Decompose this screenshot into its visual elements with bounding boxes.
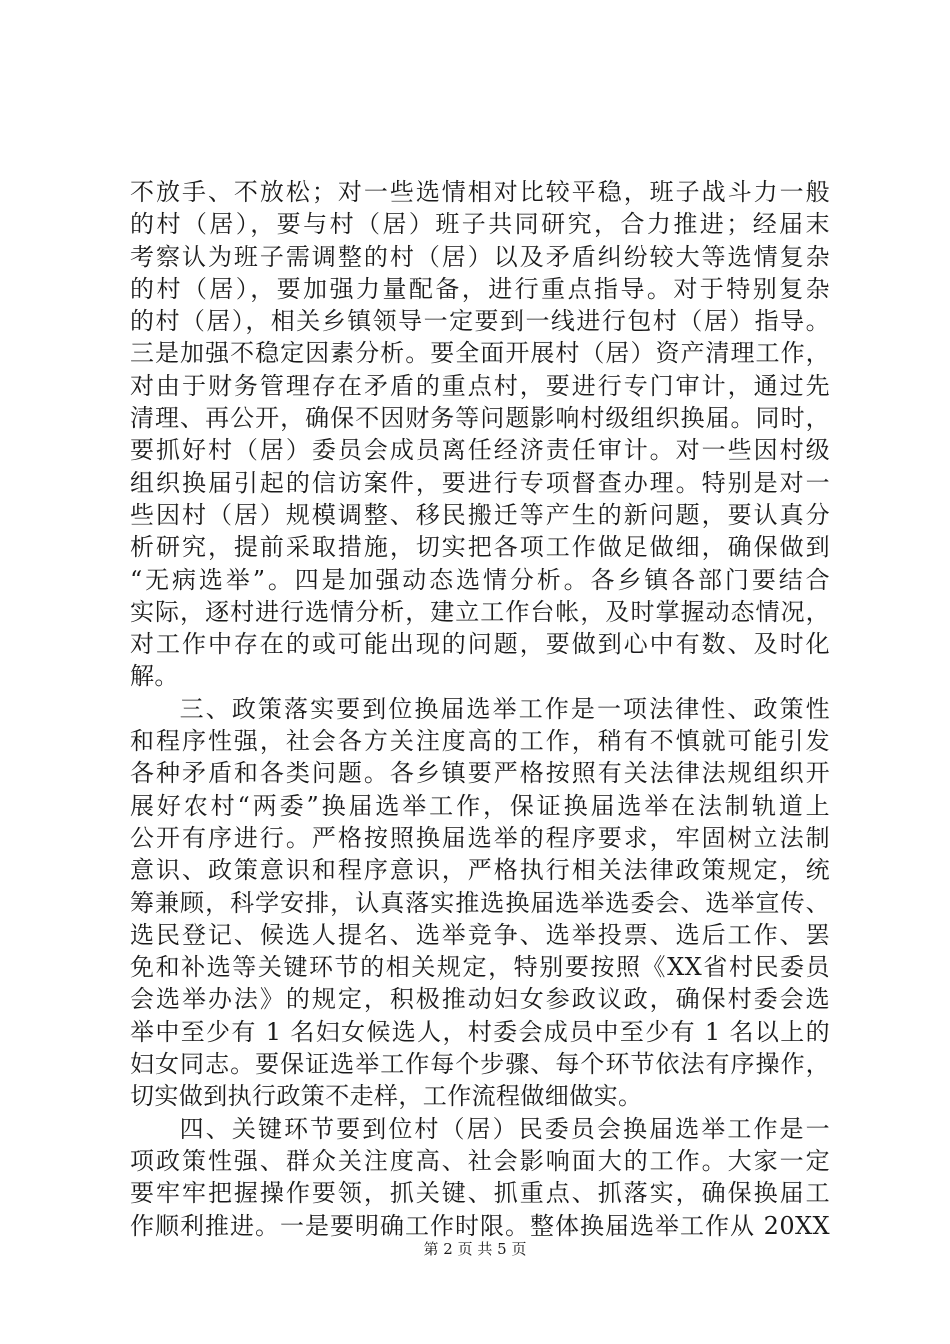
- text-line-content: 各种矛盾和各类问题。各乡镇要严格按照有关法律法规组织开: [130, 759, 830, 788]
- text-line-content: 三、政策落实要到位换届选举工作是一项法律性、政策性: [178, 694, 830, 723]
- text-line: [130, 757, 830, 789]
- text-line: [130, 1113, 830, 1145]
- text-line: [130, 1016, 830, 1048]
- text-line: [130, 887, 830, 919]
- page-footer: 第 2 页 共 5 页: [423, 1240, 527, 1258]
- text-line-content: 实际，逐村进行选情分析，建立工作台帐，及时掌握动态情况，: [130, 597, 830, 626]
- text-line: [130, 1210, 830, 1242]
- text-line: [130, 951, 830, 983]
- text-line-content: 筹兼顾，科学安排，认真落实推选换届选举选委会、选举宣传、: [130, 888, 830, 917]
- text-line: [130, 402, 830, 434]
- text-line: [130, 790, 830, 822]
- text-line-content: 的村（居），要加强力量配备，进行重点指导。对于特别复杂: [130, 274, 830, 303]
- text-line: [130, 434, 830, 466]
- text-line: [130, 208, 830, 240]
- text-line: [130, 1145, 830, 1177]
- text-line-content: 要牢牢把握操作要领，抓关键、抓重点、抓落实，确保换届工: [130, 1179, 830, 1208]
- text-line: [130, 854, 830, 886]
- text-line-content: 举中至少有 1 名妇女候选人，村委会成员中至少有 1 名以上的: [130, 1017, 830, 1046]
- text-line-content: 些因村（居）规模调整、移民搬迁等产生的新问题，要认真分: [130, 500, 830, 529]
- text-line-content: 要抓好村（居）委员会成员离任经济责任审计。对一些因村级: [130, 436, 830, 465]
- text-line-content: 意识、政策意识和程序意识，严格执行相关法律政策规定，统: [130, 856, 830, 885]
- text-line-content: 选民登记、候选人提名、选举竞争、选举投票、选后工作、罢: [130, 920, 830, 949]
- text-line-content: 妇女同志。要保证选举工作每个步骤、每个环节依法有序操作，: [130, 1050, 830, 1079]
- text-line: [130, 1177, 830, 1209]
- text-line-content: 的村（居），相关乡镇领导一定要到一线进行包村（居）指导。: [130, 307, 830, 336]
- text-line: [130, 176, 830, 208]
- text-line: [130, 467, 830, 499]
- document-body: [130, 176, 830, 1242]
- text-line: [130, 305, 830, 337]
- text-line: [130, 1048, 830, 1080]
- text-line-content: 项政策性强、群众关注度高、社会影响面大的工作。大家一定: [130, 1146, 830, 1175]
- text-line-content: 免和补选等关键环节的相关规定，特别要按照《XX省村民委员: [130, 953, 830, 982]
- text-line-content: 考察认为班子需调整的村（居）以及矛盾纠纷较大等选情复杂: [130, 242, 830, 271]
- text-line-content: 会选举办法》的规定，积极推动妇女参政议政，确保村委会选: [130, 985, 830, 1014]
- text-line: [130, 1080, 830, 1112]
- text-line-content: 作顺利推进。一是要明确工作时限。整体换届选举工作从 20XX: [130, 1211, 830, 1240]
- text-line: [130, 337, 830, 369]
- text-line: [130, 725, 830, 757]
- text-line: [130, 822, 830, 854]
- text-line-content: 公开有序进行。严格按照换届选举的程序要求，牢固树立法制: [130, 823, 830, 852]
- text-line: [130, 919, 830, 951]
- text-line-content: 不放手、不放松；对一些选情相对比较平稳，班子战斗力一般: [130, 178, 830, 206]
- text-line: [130, 693, 830, 725]
- text-line-content: 组织换届引起的信访案件，要进行专项督查办理。特别是对一: [130, 468, 830, 497]
- text-line: [130, 596, 830, 628]
- text-line: [130, 273, 830, 305]
- text-line-content: 四、关键环节要到位村（居）民委员会换届选举工作是一: [178, 1114, 830, 1143]
- text-line: [130, 628, 830, 660]
- text-line: [130, 660, 830, 692]
- text-line: [130, 531, 830, 563]
- text-line-content: 切实做到执行政策不走样，工作流程做细做实。: [130, 1082, 643, 1111]
- text-line-content: 析研究，提前采取措施，切实把各项工作做足做细，确保做到: [130, 533, 830, 562]
- text-line-content: 对由于财务管理存在矛盾的重点村，要进行专门审计，通过先: [130, 371, 830, 400]
- text-line-content: “无病选举”。四是加强动态选情分析。各乡镇各部门要结合: [130, 565, 830, 594]
- text-line-content: 解。: [130, 662, 179, 691]
- text-line-content: 展好农村“两委”换届选举工作，保证换届选举在法制轨道上: [130, 791, 830, 820]
- text-line: [130, 370, 830, 402]
- text-line-content: 三是加强不稳定因素分析。要全面开展村（居）资产清理工作，: [130, 339, 830, 368]
- text-line-content: 对工作中存在的或可能出现的问题，要做到心中有数、及时化: [130, 630, 830, 659]
- text-line-content: 的村（居），要与村（居）班子共同研究，合力推进；经届末: [130, 210, 830, 239]
- text-line: [130, 564, 830, 596]
- text-line-content: 清理、再公开，确保不因财务等问题影响村级组织换届。同时，: [130, 404, 830, 433]
- text-line-content: 和程序性强，社会各方关注度高的工作，稍有不慎就可能引发: [130, 727, 830, 756]
- text-line: [130, 499, 830, 531]
- text-line: [130, 983, 830, 1015]
- text-line: [130, 241, 830, 273]
